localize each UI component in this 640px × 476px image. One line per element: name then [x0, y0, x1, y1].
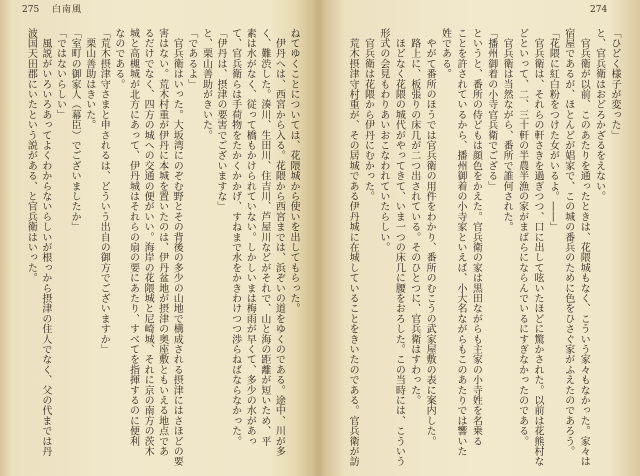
text-line: 「ひどく様子が変った」 [609, 28, 620, 141]
text-line: 「花隈に紅白粉をつけた女がいるよ。――」 [547, 28, 559, 232]
text-line: 波国天田郡にいたという説がある、と官兵衛はいった。 [25, 28, 37, 283]
text-line: 風説がいろいろあってよくわからないらしいが根っから摂津の住人でなく、父の代までは丹 [39, 28, 51, 457]
text-line: ことを許されているから、播州御着の小寺家といえば、小大名ながらもこのあたりでは響いた [454, 28, 466, 457]
text-line: 伊丹へは、西宮から入る。花隈から西宮までは、浜ぞいの道をゆくのである。途中、川が多 [273, 28, 285, 457]
text-line: 「伊丹は、摂津の要害でございますな」 [215, 28, 227, 212]
text-line: ねてゆくことについては、花隈城から使いを出してもらった。 [288, 28, 299, 314]
text-line: 荒木摂津守村重が、その居城である伊丹城に在城していることをきいたのである。官兵衛が訪 [347, 28, 359, 467]
text-line: 官兵衛は、それらの軒さきを過ぎつつ、口に出して呟いたほどに驚かされた。以前は花熊村な [531, 28, 543, 467]
text-line: と、栗山善助がきいた。 [200, 28, 212, 141]
text-line: く、難渋した。湊川、生田川、住吉川、芦屋川などがそれで、山と海の距離が短いため、平 [258, 28, 270, 447]
text-line: 害はない。荒木村重が伊丹に本城を置いたのは、伊丹盆地が摂津の奥座敷ともいえる地点であ [156, 28, 168, 457]
text-line: 城と高槻城が北方にあって、伊丹城はそれらの扇の要にあたり、すべてを指揮するのに便利 [127, 28, 139, 447]
text-line: 官兵衛は花隈から伊丹にむかった。 [362, 28, 374, 202]
text-line: 官兵衛は当然ながら、番所で誰何された。 [501, 28, 513, 232]
text-line: ほどなく花隈の城代がやってきて、いま一つの床几に腰をおろした。この当時には、こういう [393, 28, 405, 467]
text-line: 「ではないらしい」 [54, 28, 66, 120]
left-page-text [18, 28, 300, 472]
text-line: 路上に、板張りの床几が二つ出されている。そのひとつに、官兵衛はすわった。 [408, 28, 420, 406]
text-line: 「室町の御家人（幕臣）でございましたか」 [69, 28, 81, 232]
text-line: 形式の会見もわりあいおこなわれていたらしい。 [377, 28, 389, 253]
text-line: 「荒木摂津守さまと申されるは、どういう出自の御方でございますか」 [98, 28, 110, 355]
right-page-text [335, 28, 622, 472]
text-line: 「であるよ」 [185, 28, 197, 90]
text-line: なのである。 [112, 28, 124, 90]
text-line: と、官兵衛はおどろかざるをえない。 [593, 28, 605, 202]
text-line: 「播州御着の小寺官兵衛でござる」 [485, 28, 497, 192]
text-line: どといって、二、三十軒の半農半漁の家がまばらにならんでいるにすぎなかったのである。 [516, 28, 528, 447]
text-line: 栗山善助はきいた。 [83, 28, 95, 130]
left-page-number: 275 [22, 5, 40, 15]
right-page-number: 274 [590, 5, 608, 15]
running-head-title: 白南風 [52, 5, 83, 15]
text-line: 素は水がなく、従って橋もかけられていない。しかしいまは梅雨が早くて、多少の水があっ [244, 28, 256, 447]
text-line: やがて番所のほうでは官兵衛の用件をわかり、番所のむこうの武家屋敷の表に案内した。 [424, 28, 436, 447]
text-line: 官兵衛はいった。大坂湾にのぞむ野とその背後の多少の山地で構成される摂津にはさほどの要 [171, 28, 183, 467]
text-line: 官兵衛が以前、このあたりを通ったときは、花隈城もなく、こういう家々もなかった。家々は [578, 28, 590, 467]
text-line: というと、番所の侍どもは顔色をかえた。官兵衛の家は黒田ながらも主家の小寺姓を名乗る [470, 28, 482, 447]
text-line: 姓である。 [439, 28, 451, 79]
text-line: 宿屋であるが、ほとんどが娼家で、この城の番兵のために色をひさぐ家がふえたのであろう。 [562, 28, 574, 457]
text-line: るだけでなく、四方の城への交通の便がいい。海岸の花隈城と尼崎城、それに京の南方の茨木 [142, 28, 154, 457]
text-line: て、官兵衛らは手荷物をたかくかかげ、すねまで水をかきわけつつ渉らねばならなかった。 [229, 28, 241, 447]
